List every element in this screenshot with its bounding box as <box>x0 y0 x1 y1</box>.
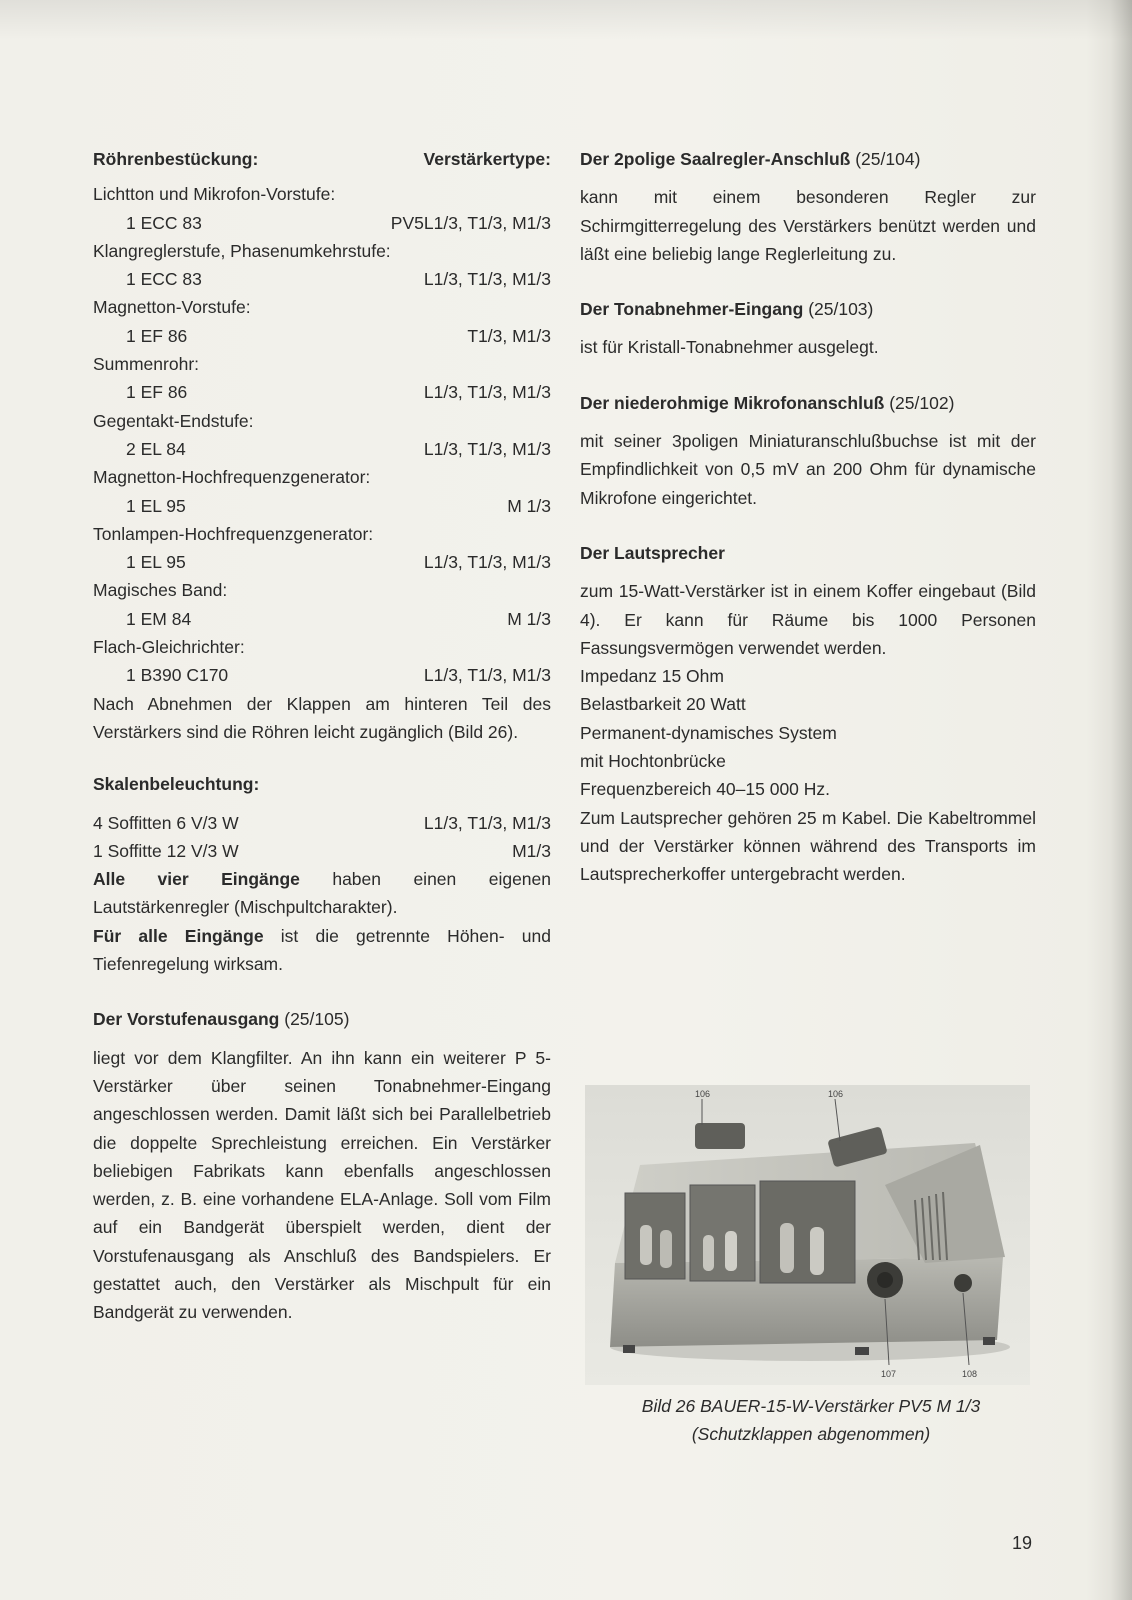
mic-ref: (25/102) <box>889 392 955 413</box>
saal-ref: (25/104) <box>855 149 921 169</box>
scale-types: M1/3 <box>512 840 551 861</box>
tube-row <box>93 435 551 463</box>
tube-types: L1/3, T1/3, M1/3 <box>423 269 551 290</box>
tube-name: 1 ECC 83 <box>126 269 202 290</box>
tone-note <box>93 922 551 979</box>
preamp-text: liegt vor dem Klangfilter. An ihn kann ein weiterer P 5-Verstärker über seinen Tonabnehmer-Eingang angeschlossen werden. Damit läßt sich bei Parallelbetrieb die doppelte Sprechleistung erreichen. Ein Verstärker beliebigen Fabrikats kann ebenfalls angeschlossen werden, z. B. eine vorhandene ELA-Anlage. Soll vom Film auf ein Bandgerät überspielt werden, dient der Vorstufenausgang als Anschluß des Bandspielers. Er gestattet auch, den Verstärker als Mischpult für ein Bandgerät zu verwenden. <box>93 1047 551 1323</box>
tube-group <box>93 180 551 237</box>
tube-stage-label: Klangreglerstufe, Phasenumkehrstufe: <box>93 240 391 261</box>
scale-item: 4 Soffitten 6 V/3 W <box>93 812 239 833</box>
page-edge-shadow <box>1110 0 1132 1600</box>
amplifier-illustration <box>585 1085 1030 1385</box>
tube-name: 1 EL 95 <box>126 552 186 573</box>
tubes-header-row <box>93 145 551 173</box>
scale-row <box>93 809 551 837</box>
tube-name: 1 EF 86 <box>126 325 188 346</box>
mic-heading <box>580 389 1036 417</box>
tubes-note: Nach Abnehmen der Klappen am hinteren Teil des Verstärkers sind die Röhren leicht zugänglich (Bild 26). <box>93 693 551 742</box>
amplifier-photo <box>585 1085 1030 1385</box>
tube-group <box>93 463 551 520</box>
tube-types: L1/3, T1/3, M1/3 <box>423 665 551 686</box>
saal-text: kann mit einem besonderen Regler zur Schirmgitterregelung des Verstärkers benützt werden und läßt eine beliebig lange Reglerleitung zu. <box>580 187 1036 264</box>
tube-name: 1 EM 84 <box>126 608 192 629</box>
pickup-ref: (25/103) <box>808 299 874 320</box>
tube-types: M 1/3 <box>507 495 551 516</box>
callout-label: 108 <box>962 1369 978 1379</box>
tube-name: 1 ECC 83 <box>126 212 202 233</box>
cable-text: Zum Lautsprecher gehören 25 m Kabel. Die Kabeltrommel und der Verstärker können während des Transports im Lautsprecherkoffer untergebracht werden. <box>580 807 1036 885</box>
tube-stage-label: Lichtton und Mikrofon-Vorstufe: <box>93 184 336 205</box>
tube-group <box>93 633 551 690</box>
tube-group <box>93 237 551 294</box>
tube-stage-label: Summenrohr: <box>93 354 200 375</box>
callout-label: 106 <box>695 1089 711 1099</box>
tube-stage-label: Gegentakt-Endstufe: <box>93 410 254 431</box>
tube-types: T1/3, M1/3 <box>467 325 551 346</box>
tube-row <box>93 605 551 633</box>
tube-types: M 1/3 <box>507 608 551 629</box>
tube-types: L1/3, T1/3, M1/3 <box>423 438 551 459</box>
tube-stage-label: Magisches Band: <box>93 580 228 601</box>
inputs-note-bold: Alle vier Eingänge <box>93 869 300 890</box>
spec-line: Permanent-dynamisches System <box>580 722 837 743</box>
tube-group <box>93 407 551 464</box>
tube-group <box>93 293 551 350</box>
scale-row <box>93 837 551 865</box>
figure-caption <box>580 1392 1042 1448</box>
tube-list <box>93 180 551 689</box>
tube-row <box>93 265 551 293</box>
tube-stage-label: Flach-Gleichrichter: <box>93 637 245 658</box>
speaker-heading: Der Lautsprecher <box>580 542 725 563</box>
tube-group <box>93 350 551 407</box>
tubes-heading: Röhrenbestückung: <box>93 149 259 169</box>
tube-group <box>93 520 551 577</box>
tone-note-bold: Für alle Eingänge <box>93 925 264 946</box>
mic-text: mit seiner 3poligen Miniaturanschlußbuchse ist mit der Empfindlichkeit von 0,5 mV an 200 Ohm für dynamische Mikrofone eingerichtet. <box>580 431 1036 508</box>
inputs-note-text: haben einen eigenen Lautstärkenregler (Mischpultcharakter). <box>93 869 551 918</box>
tube-stage-label: Magnetton-Vorstufe: <box>93 297 251 318</box>
tube-name: 1 EL 95 <box>126 495 186 516</box>
pickup-text: ist für Kristall-Tonabnehmer ausgelegt. <box>580 337 879 358</box>
scale-types: L1/3, T1/3, M1/3 <box>423 812 551 833</box>
tube-stage-label: Tonlampen-Hochfrequenzgenerator: <box>93 523 374 544</box>
tube-name: 2 EL 84 <box>126 438 186 459</box>
tube-row <box>93 378 551 406</box>
spec-line: Belastbarkeit 20 Watt <box>580 694 746 715</box>
spec-line: Frequenzbereich 40–15 000 Hz. <box>580 779 831 800</box>
preamp-heading-text: Der Vorstufenausgang <box>93 1009 280 1030</box>
tube-row <box>93 492 551 520</box>
caption-line: (Schutzklappen abgenommen) <box>691 1424 931 1444</box>
left-column <box>93 145 551 1327</box>
callout-label: 106 <box>828 1089 844 1099</box>
scale-item: 1 Soffitte 12 V/3 W <box>93 840 239 861</box>
amp-type-heading: Verstärkertype: <box>423 149 551 169</box>
spec-line: Impedanz 15 Ohm <box>580 666 724 687</box>
tube-row <box>93 548 551 576</box>
tube-name: 1 B390 C170 <box>126 665 229 686</box>
pickup-heading-text: Der Tonabnehmer-Eingang <box>580 299 804 320</box>
page-number: 19 <box>1012 1533 1033 1553</box>
callout-label: 107 <box>881 1369 897 1379</box>
scale-lighting-heading: Skalenbeleuchtung: <box>93 774 260 795</box>
caption-line: Bild 26 BAUER-15-W-Verstärker PV5 M 1/3 <box>641 1396 981 1416</box>
saal-heading <box>580 145 1036 173</box>
tube-types: L1/3, T1/3, M1/3 <box>423 382 551 403</box>
tube-row <box>93 322 551 350</box>
tube-row <box>93 209 551 237</box>
inputs-note <box>93 865 551 922</box>
preamp-output-heading <box>93 1005 551 1033</box>
tube-name: 1 EF 86 <box>126 382 188 403</box>
tube-row <box>93 661 551 689</box>
right-column <box>580 145 1036 889</box>
preamp-ref: (25/105) <box>284 1009 350 1030</box>
top-shadow <box>0 0 1132 40</box>
tube-stage-label: Magnetton-Hochfrequenzgenerator: <box>93 467 371 488</box>
tube-group <box>93 576 551 633</box>
mic-heading-text: Der niederohmige Mikrofonanschluß <box>580 392 885 413</box>
tube-types: PV5L1/3, T1/3, M1/3 <box>390 212 551 233</box>
spec-line: mit Hochtonbrücke <box>580 751 726 772</box>
pickup-heading <box>580 295 1036 323</box>
tube-types: L1/3, T1/3, M1/3 <box>423 552 551 573</box>
speaker-text: zum 15-Watt-Verstärker ist in einem Koffer eingebaut (Bild 4). Er kann für Räume bis 1000 Personen Fassungsvermögen verwendet werden. <box>580 581 1036 658</box>
saal-heading-text: Der 2polige Saalregler-Anschluß <box>580 149 851 169</box>
tone-note-text: ist die getrennte Höhen- und Tiefenregelung wirksam. <box>93 925 551 975</box>
